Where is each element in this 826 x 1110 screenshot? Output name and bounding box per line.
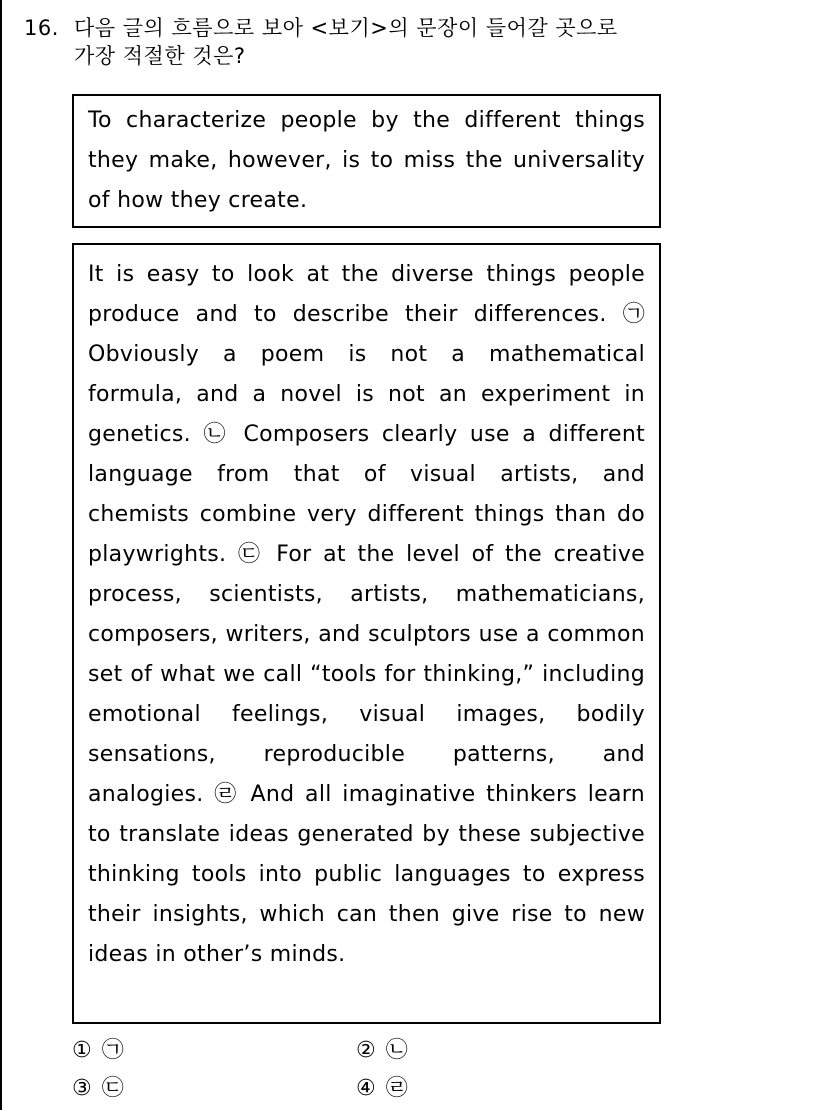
option-number: ③: [72, 1076, 92, 1101]
bogi-sentence: To characterize people by the different things they make, however, is to miss the universality of how they create.: [88, 108, 645, 213]
question-prompt: [24, 14, 784, 70]
passage-segment: It is easy to look at the diverse things people produce and to describe their differences.: [88, 262, 645, 327]
answer-option-2[interactable]: [356, 1036, 632, 1066]
option-number: ④: [356, 1076, 376, 1101]
bogi-box: [72, 94, 661, 228]
page-left-rule: [0, 0, 2, 1110]
passage-segment: For at the level of the creative process, scientists, artists, mathematicians, composers, writers, and sculptors use a common set of what we call “tools for thinking,” including emotional feelings, visual images, bodily sensations, reproducible patterns, and analogies.: [88, 542, 645, 807]
question-text-line2: 가장 적절한 것은?: [74, 44, 246, 68]
marker-1: ㉠: [622, 302, 645, 327]
answer-option-1[interactable]: [72, 1036, 356, 1066]
option-marker: ㉠: [101, 1038, 124, 1063]
question-text-line1: 다음 글의 흐름으로 보아 <보기>의 문장이 들어갈 곳으로: [74, 16, 618, 40]
marker-4: ㉣: [214, 782, 240, 807]
option-marker: ㉣: [385, 1076, 408, 1101]
answer-option-4[interactable]: [356, 1074, 632, 1104]
passage-segment: And all imaginative thinkers learn to translate ideas generated by these subjective thinking tools into public languages to express their insights, which can then give rise to new ideas in other’s minds.: [88, 782, 645, 967]
marker-3: ㉢: [237, 542, 265, 567]
option-number: ②: [356, 1038, 376, 1063]
answer-option-3[interactable]: [72, 1074, 356, 1104]
option-number: ①: [72, 1038, 92, 1063]
option-marker: ㉡: [385, 1038, 408, 1063]
question-number: 16.: [24, 16, 59, 40]
answer-options: [72, 1036, 632, 1104]
passage-segment: Obviously a poem is not a mathematical formula, and a novel is not an experiment in genetics.: [88, 342, 645, 447]
option-marker: ㉢: [101, 1076, 124, 1101]
passage-box: [72, 243, 661, 1024]
passage-segment: Composers clearly use a different language from that of visual artists, and chemists combine very different things than do playwrights.: [88, 422, 645, 567]
marker-2: ㉡: [203, 422, 231, 447]
